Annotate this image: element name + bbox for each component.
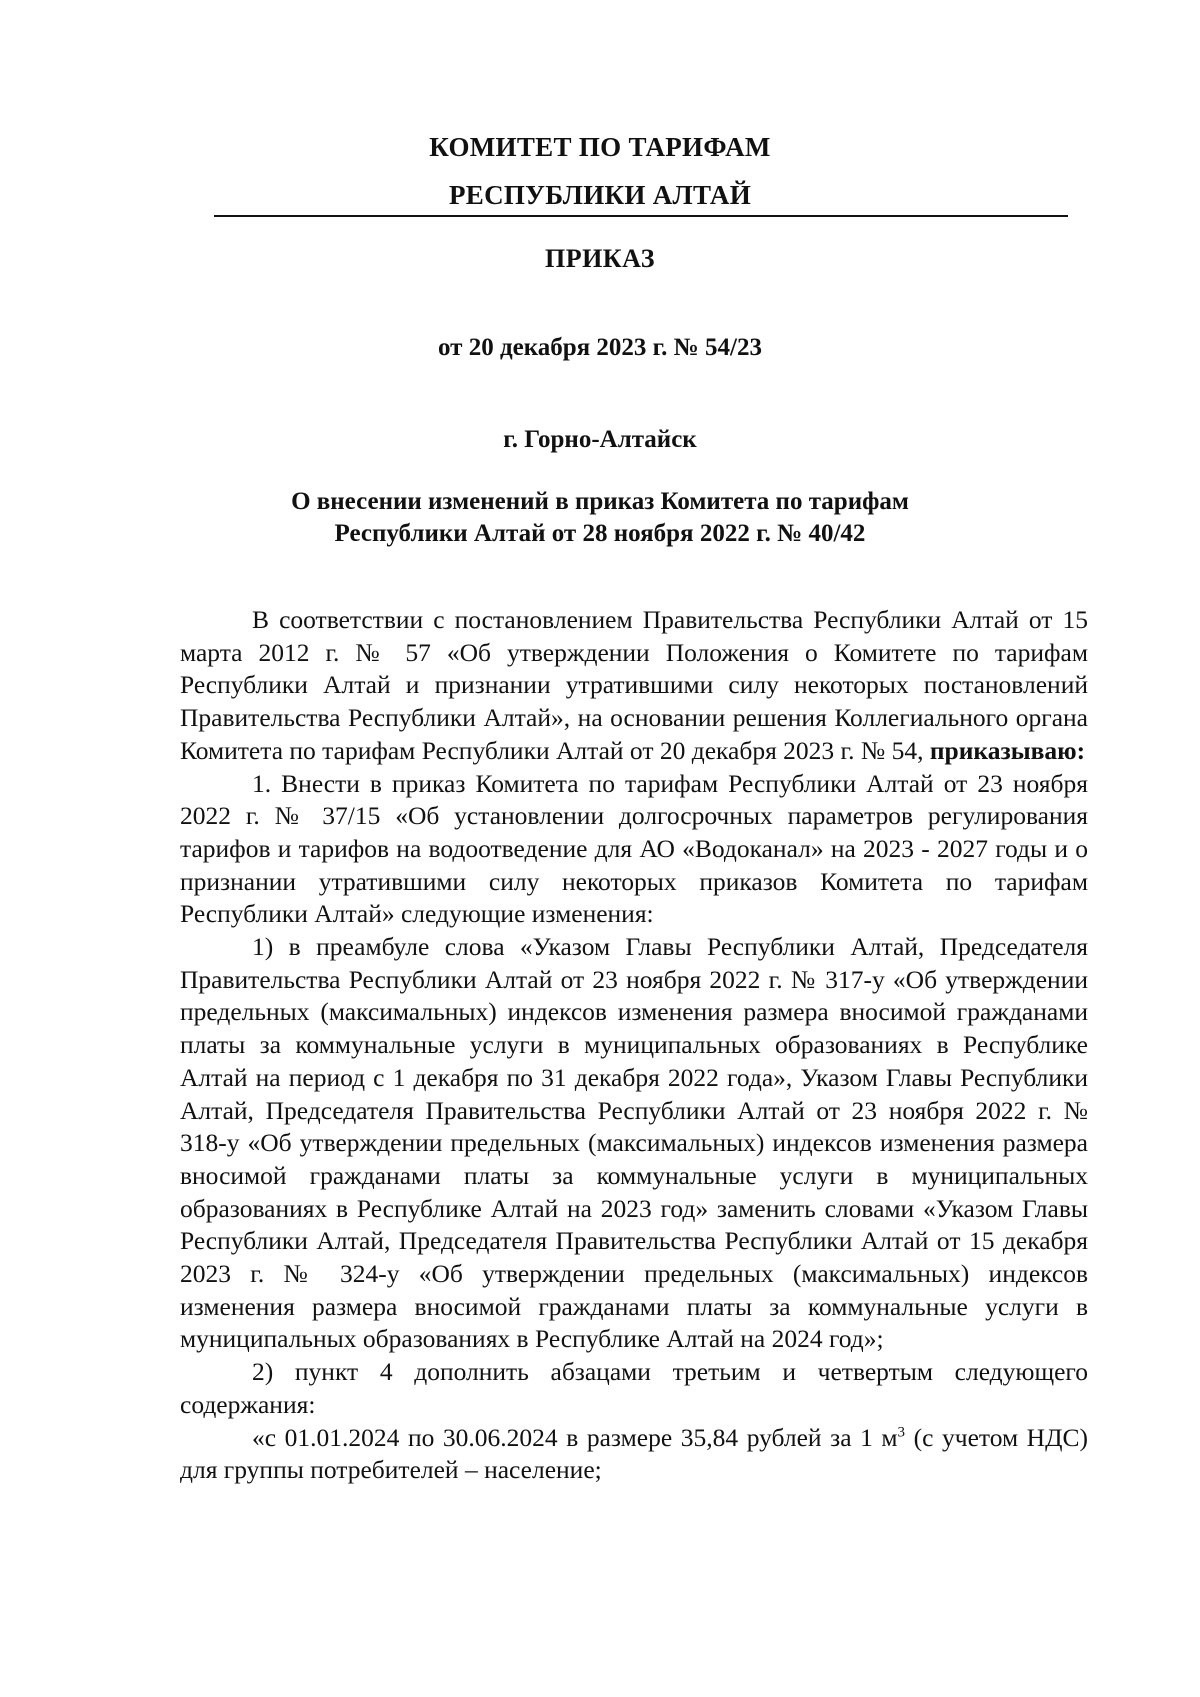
document-date-number: от 20 декабря 2023 г. № 54/23 xyxy=(438,334,762,361)
organization-name-line1: КОМИТЕТ ПО ТАРИФАМ xyxy=(429,132,771,162)
body-paragraph-item-1: 1. Внести в приказ Комитета по тарифам Республики Алтай от 23 ноября 2022 г. № 37/15 «Об установлении долгосрочных параметров регулирования тарифов и тарифов на водоотведение для АО «Водоканал» на 2023 - 2027 годы и о признании утратившими силу некоторых приказов Комитета по тарифам Республики Алтай» следующие изменения: xyxy=(180,768,1088,929)
document-body xyxy=(180,604,1088,1487)
header-divider xyxy=(214,215,1068,217)
document-city: г. Горно-Алтайск xyxy=(503,426,697,453)
document-type: ПРИКАЗ xyxy=(544,244,656,273)
document-subject-line2: Республики Алтай от 28 ноября 2022 г. № 40/42 xyxy=(334,520,866,547)
organization-name-line2: РЕСПУБЛИКИ АЛТАЙ xyxy=(448,180,752,210)
order-keyword: приказываю: xyxy=(929,735,1086,765)
tariff-text-end: (с учетом НДС) для группы потребителей – население; xyxy=(180,1422,1088,1485)
body-paragraph-subitem-1: 1) в преамбуле слова «Указом Главы Республики Алтай, Председателя Правительства Республики Алтай от 23 ноября 2022 г. № 317-у «Об утверждении предельных (максимальных) индексов изменения размера вносимой гражданами платы за коммунальные услуги в муниципальных образованиях в Республике Алтай на период с 1 декабря по 31 декабря 2022 года», Указом Главы Республики Алтай, Председателя Правительства Республики Алтай от 23 ноября 2022 г. № 318-у «Об утверждении предельных (максимальных) индексов изменения размера вносимой гражданами платы за коммунальные услуги в муниципальных образованиях в Республике Алтай на 2023 год» заменить словами «Указом Главы Республики Алтай, Председателя Правительства Республики Алтай от 15 декабря 2023 г. № 324-у «Об утверждении предельных (максимальных) индексов изменения размера вносимой гражданами платы за коммунальные услуги в муниципальных образованиях в Республике Алтай на 2024 год»; xyxy=(180,932,1088,1354)
document-subject-line1: О внесении изменений в приказ Комитета по тарифам xyxy=(291,488,909,515)
body-paragraph-preamble xyxy=(180,604,1088,768)
body-paragraph-tariff xyxy=(180,1422,1088,1487)
tariff-text-start: «с 01.01.2024 по 30.06.2024 в размере 35,84 рублей за 1 м xyxy=(252,1422,898,1452)
preamble-text: В соответствии с постановлением Правительства Республики Алтай от 15 марта 2012 г. № 57 «Об утверждении Положения о Комитете по тарифам Республики Алтай и признании утратившими силу некоторых постановлений Правительства Республики Алтай», на основании решения Коллегиального органа Комитета по тарифам Республики Алтай от 20 декабря 2023 г. № 54, xyxy=(180,605,1088,765)
body-paragraph-subitem-2: 2) пункт 4 дополнить абзацами третьим и четвертым следующего содержания: xyxy=(180,1357,1088,1419)
cubic-superscript: 3 xyxy=(897,1424,906,1441)
